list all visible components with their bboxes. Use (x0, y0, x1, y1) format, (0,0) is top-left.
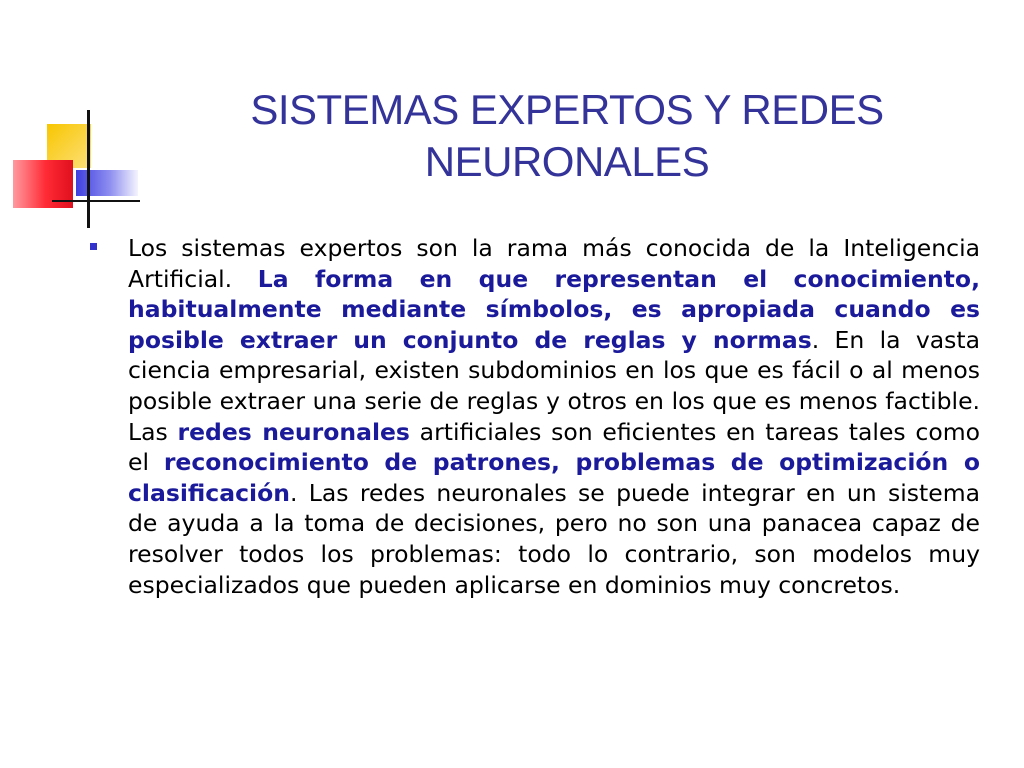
blue-square-decoration (76, 170, 138, 196)
paragraph-text: artificiales son eficientes en tareas tales como el (128, 417, 980, 477)
slide-title (200, 84, 934, 188)
vertical-line-decoration (87, 110, 90, 228)
paragraph-text: . En la vasta ciencia empresarial, existen subdominios en los que es fácil o al menos posible extraer una serie de reglas y otros en los que es menos factible. Las (128, 325, 980, 446)
bullet-paragraph (128, 233, 980, 600)
paragraph-text: Los sistemas expertos son la rama más conocida de la Inteligencia Artificial. (128, 234, 980, 293)
highlighted-text: reconocimiento de patrones, problemas de optimización o clasificación (128, 448, 980, 507)
horizontal-line-decoration (52, 200, 140, 202)
square-bullet-icon (90, 243, 97, 250)
highlighted-text: redes neuronales (177, 417, 410, 446)
slide-title-line: NEURONALES (424, 138, 710, 185)
slide-decoration-logo (10, 104, 150, 232)
highlighted-text: La forma en que representan el conocimiento, habitualmente mediante símbolos, es apropiada cuando es posible extraer un conjunto de reglas y normas (128, 264, 980, 354)
paragraph-text: . Las redes neuronales se puede integrar en un sistema de ayuda a la toma de decisiones, pero no son una panacea capaz de resolver todos los problemas: todo lo contrario, son modelos muy especializados que pueden aplicarse en dominios muy concretos. (128, 478, 980, 599)
slide-title-line: SISTEMAS EXPERTOS Y REDES (250, 86, 884, 133)
